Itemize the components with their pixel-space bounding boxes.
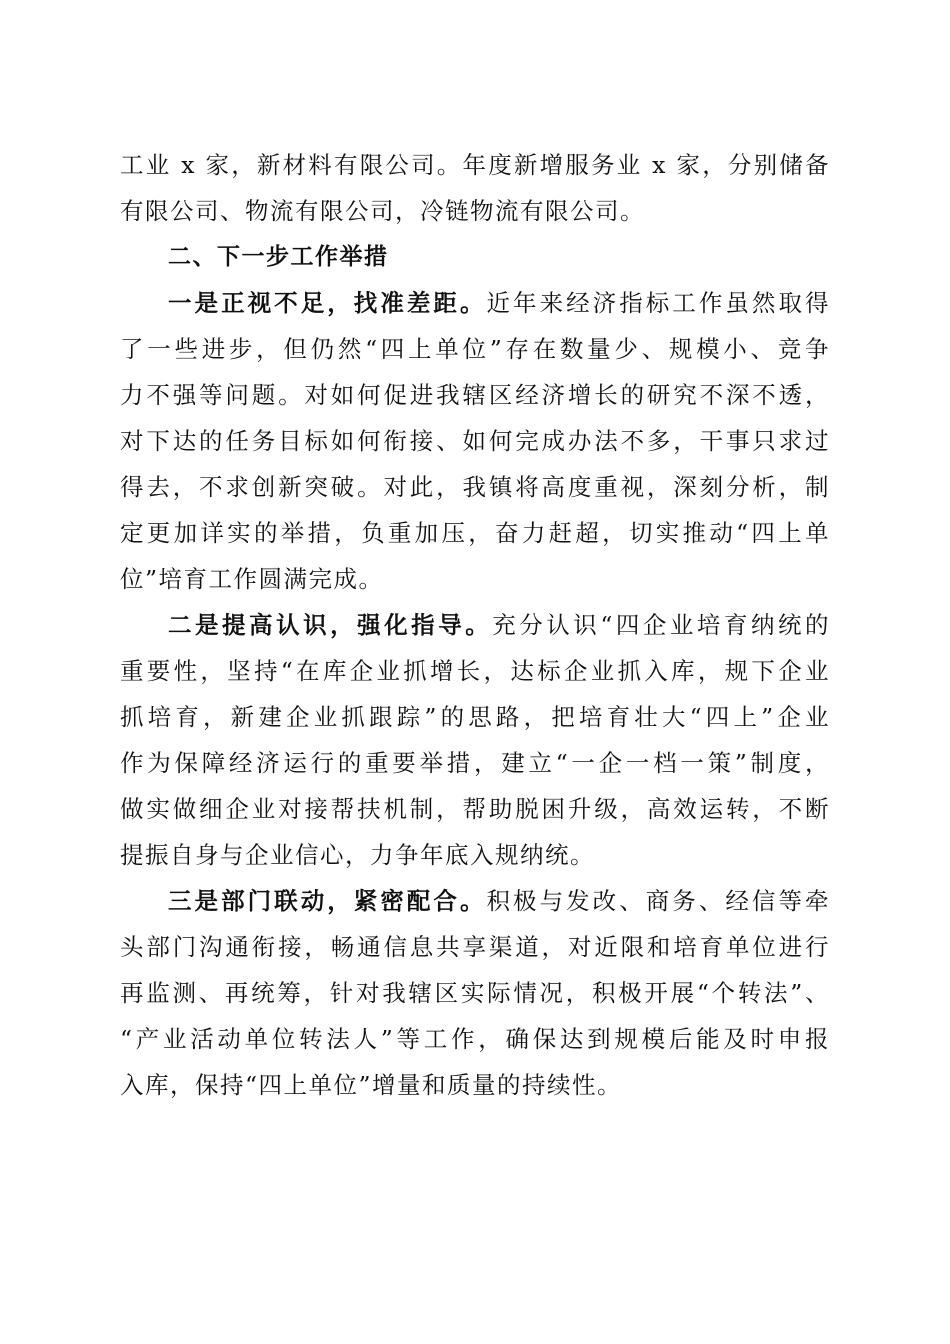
section-heading: 二、下一步工作举措: [168, 244, 389, 270]
text-line: 定更加详实的举措，负重加压，奋力赶超，切实推动“四上单: [120, 519, 830, 547]
paragraph-first-line: [120, 280, 830, 326]
paragraph-text: 积极与发改、商务、经信等牵: [486, 887, 830, 915]
text-line: 力不强等问题。对如何促进我辖区经济增长的研究不深不透，: [120, 381, 830, 409]
text-line: “产业活动单位转法人”等工作，确保达到规模后能及时申报: [120, 1025, 830, 1053]
text-line: 有限公司、物流有限公司，冷链物流有限公司。: [120, 197, 645, 225]
text-line: 入库，保持“四上单位”增量和质量的持续性。: [120, 1071, 623, 1099]
text-line: 工业 x 家，新材料有限公司。年度新增服务业 x 家，分别储备: [120, 151, 830, 179]
text-line: 位”培育工作圆满完成。: [120, 565, 384, 593]
document-page: [120, 142, 830, 1108]
text-line: 再监测、再统筹，针对我辖区实际情况，积极开展“个转法”、: [120, 979, 830, 1007]
text-line: 抓培育，新建企业抓跟踪”的思路，把培育壮大“四上”企业: [120, 703, 830, 731]
text-line: 得去，不求创新突破。对此，我镇将高度重视，深刻分析，制: [120, 473, 830, 501]
paragraph-lead: 一是正视不足，找准差距。: [168, 289, 487, 317]
paragraph-first-line: [120, 602, 830, 648]
paragraph-first-line: [120, 878, 830, 924]
paragraph-lead: 三是部门联动，紧密配合。: [168, 887, 487, 915]
text-line: 了一些进步，但仍然“四上单位”存在数量少、规模小、竞争: [120, 335, 830, 363]
text-line: 对下达的任务目标如何衔接、如何完成办法不多，干事只求过: [120, 427, 830, 455]
text-line: 头部门沟通衔接，畅通信息共享渠道，对近限和培育单位进行: [120, 933, 830, 961]
paragraph-text: 充分认识“四企业培育纳统的: [492, 611, 830, 639]
text-line: 提振自身与企业信心，力争年底入规纳统。: [120, 841, 595, 869]
text-line: 重要性，坚持“在库企业抓增长，达标企业抓入库，规下企业: [120, 657, 830, 685]
text-line: 作为保障经济运行的重要举措，建立“一企一档一策”制度，: [120, 749, 830, 777]
text-line: 做实做细企业对接帮扶机制，帮助脱困升级，高效运转，不断: [120, 795, 830, 823]
paragraph-lead: 二是提高认识，强化指导。: [168, 611, 493, 639]
paragraph-text: 近年来经济指标工作虽然取得: [486, 289, 830, 317]
